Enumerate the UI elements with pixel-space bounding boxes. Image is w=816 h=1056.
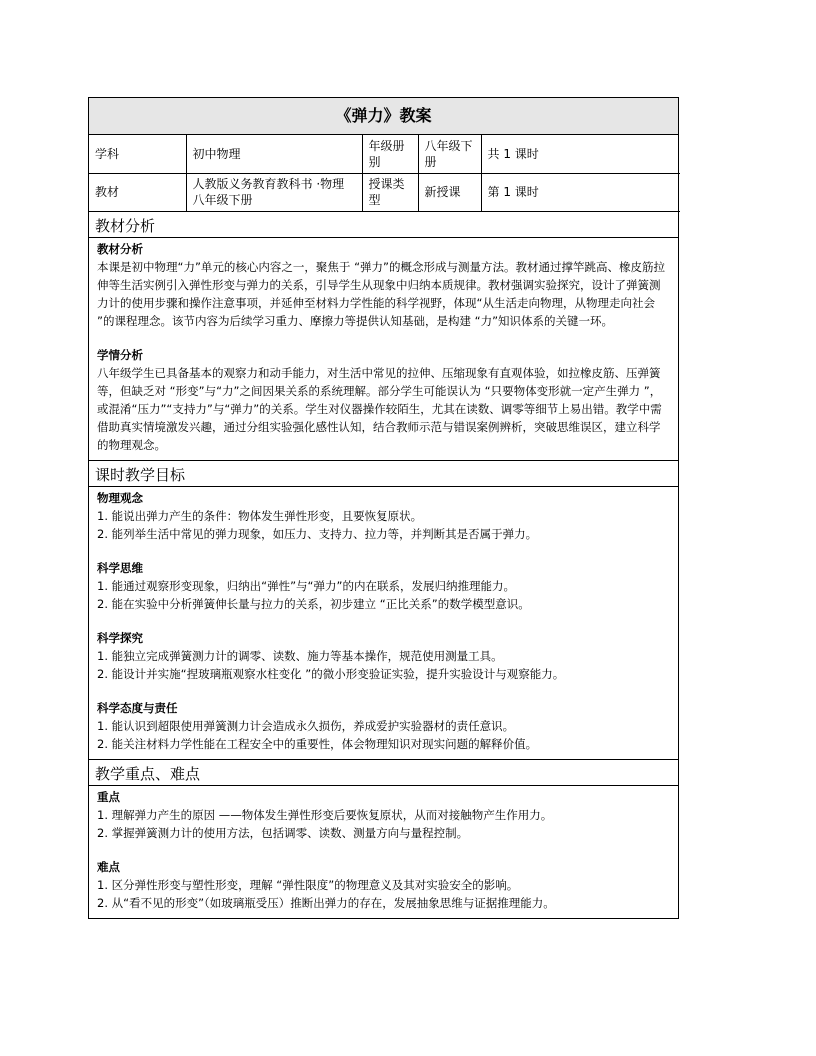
section-heading-key-points: 教学重点、难点 xyxy=(89,760,678,786)
info-row-subject xyxy=(89,135,680,173)
list-item: 2. 从“看不见的形变”（如玻璃瓶受压）推断出弹力的存在，发展抽象思维与证据推理能力。 xyxy=(97,895,555,910)
objective-group-title: 科学探究 xyxy=(97,630,143,645)
cell-current-hour: 第 1 课时 xyxy=(481,173,680,211)
lesson-plan-sheet xyxy=(88,97,679,919)
paragraph-student-analysis: 八年级学生已具备基本的观察力和动手能力，对生活中常见的拉伸、压缩现象有直观体验，如拉橡皮筋、压弹簧等，但缺乏对 “形变”与“力”之间因果关系的系统理解。部分学生可能误认为 “只要物体变形就一定产生弹力 ”，或混淆“压力”“支持力”与“弹力”的关系。学生对仪器操作较陌生，尤其在读数、调零等细节上易出错。教学中需借助真实情境激发兴趣，通过分组实验强化感性认知，结合教师示范与错误案例辨析，突破思维误区，建立科学的物理观念。 xyxy=(97,365,662,452)
list-item: 1. 能独立完成弹簧测力计的调零、读数、施力等基本操作，规范使用测量工具。 xyxy=(97,648,503,663)
list-item: 2. 能关注材料力学性能在工程安全中的重要性，体会物理知识对现实问题的解释价值。 xyxy=(97,736,538,751)
objective-group-title: 物理观念 xyxy=(97,490,143,505)
list-item: 1. 理解弹力产生的原因 ——物体发生弹性形变后要恢复原状，从而对接触物产生作用力。 xyxy=(97,807,553,822)
info-row-textbook xyxy=(89,173,680,211)
cell-grade-label: 年级册别 xyxy=(362,135,418,173)
list-item: 2. 能在实验中分析弹簧伸长量与拉力的关系，初步建立 “正比关系”的数学模型意识。 xyxy=(97,596,530,611)
paragraph-textbook-analysis: 本课是初中物理“力”单元的核心内容之一，聚焦于 “弹力”的概念形成与测量方法。教材通过撑竿跳高、橡皮筋拉伸等生活实例引入弹性形变与弹力的关系，引导学生从现象中归纳本质规律。教材强调实验探究，设计了弹簧测力计的使用步骤和操作注意事项，并延伸至材料力学性能的科学视野，体现“从生活走向物理，从物理走向社会 ”的课程理念。该节内容为后续学习重力、摩擦力等提供认知基础，是构建 “力”知识体系的关键一环。 xyxy=(97,259,665,328)
subsection-title-student: 学情分析 xyxy=(97,347,143,362)
list-item: 1. 能通过观察形变现象，归纳出“弹性”与“弹力”的内在联系，发展归纳推理能力。 xyxy=(97,578,515,593)
objective-group-title: 科学态度与责任 xyxy=(97,700,178,715)
section-body-objectives xyxy=(89,487,678,760)
section-body-key-points xyxy=(89,786,678,918)
cell-textbook-value: 人教版义务教育教科书 ·物理八年级下册 xyxy=(186,173,362,211)
subsection-title-textbook: 教材分析 xyxy=(97,241,143,256)
section-heading-objectives: 课时教学目标 xyxy=(89,461,678,487)
list-item: 1. 能认识到超限使用弹簧测力计会造成永久损伤，养成爱护实验器材的责任意识。 xyxy=(97,718,515,733)
info-table xyxy=(89,135,680,212)
list-item: 1. 能说出弹力产生的条件：物体发生弹性形变，且要恢复原状。 xyxy=(97,508,423,523)
list-item: 2. 掌握弹簧测力计的使用方法，包括调零、读数、测量方向与量程控制。 xyxy=(97,825,469,840)
objective-group-title: 科学思维 xyxy=(97,560,143,575)
cell-total-hours: 共 1 课时 xyxy=(481,135,680,173)
cell-grade-value: 八年级下册 xyxy=(418,135,481,173)
cell-subject-value: 初中物理 xyxy=(186,135,362,173)
key-group-title: 难点 xyxy=(97,859,120,874)
section-heading-analysis: 教材分析 xyxy=(89,212,678,238)
list-item: 2. 能列举生活中常见的弹力现象，如压力、支持力、拉力等，并判断其是否属于弹力。 xyxy=(97,526,538,541)
list-item: 1. 区分弹性形变与塑性形变，理解 “弹性限度”的物理意义及其对实验安全的影响。 xyxy=(97,877,519,892)
cell-type-label: 授课类型 xyxy=(362,173,418,211)
key-group-title: 重点 xyxy=(97,789,120,804)
cell-textbook-label: 教材 xyxy=(89,173,186,211)
document-title: 《弹力》教案 xyxy=(89,98,678,135)
cell-type-value: 新授课 xyxy=(418,173,481,211)
list-item: 2. 能设计并实施“捏玻璃瓶观察水柱变化 ”的微小形变验证实验，提升实验设计与观察能力。 xyxy=(97,666,565,681)
cell-subject-label: 学科 xyxy=(89,135,186,173)
section-body-analysis xyxy=(89,238,678,461)
